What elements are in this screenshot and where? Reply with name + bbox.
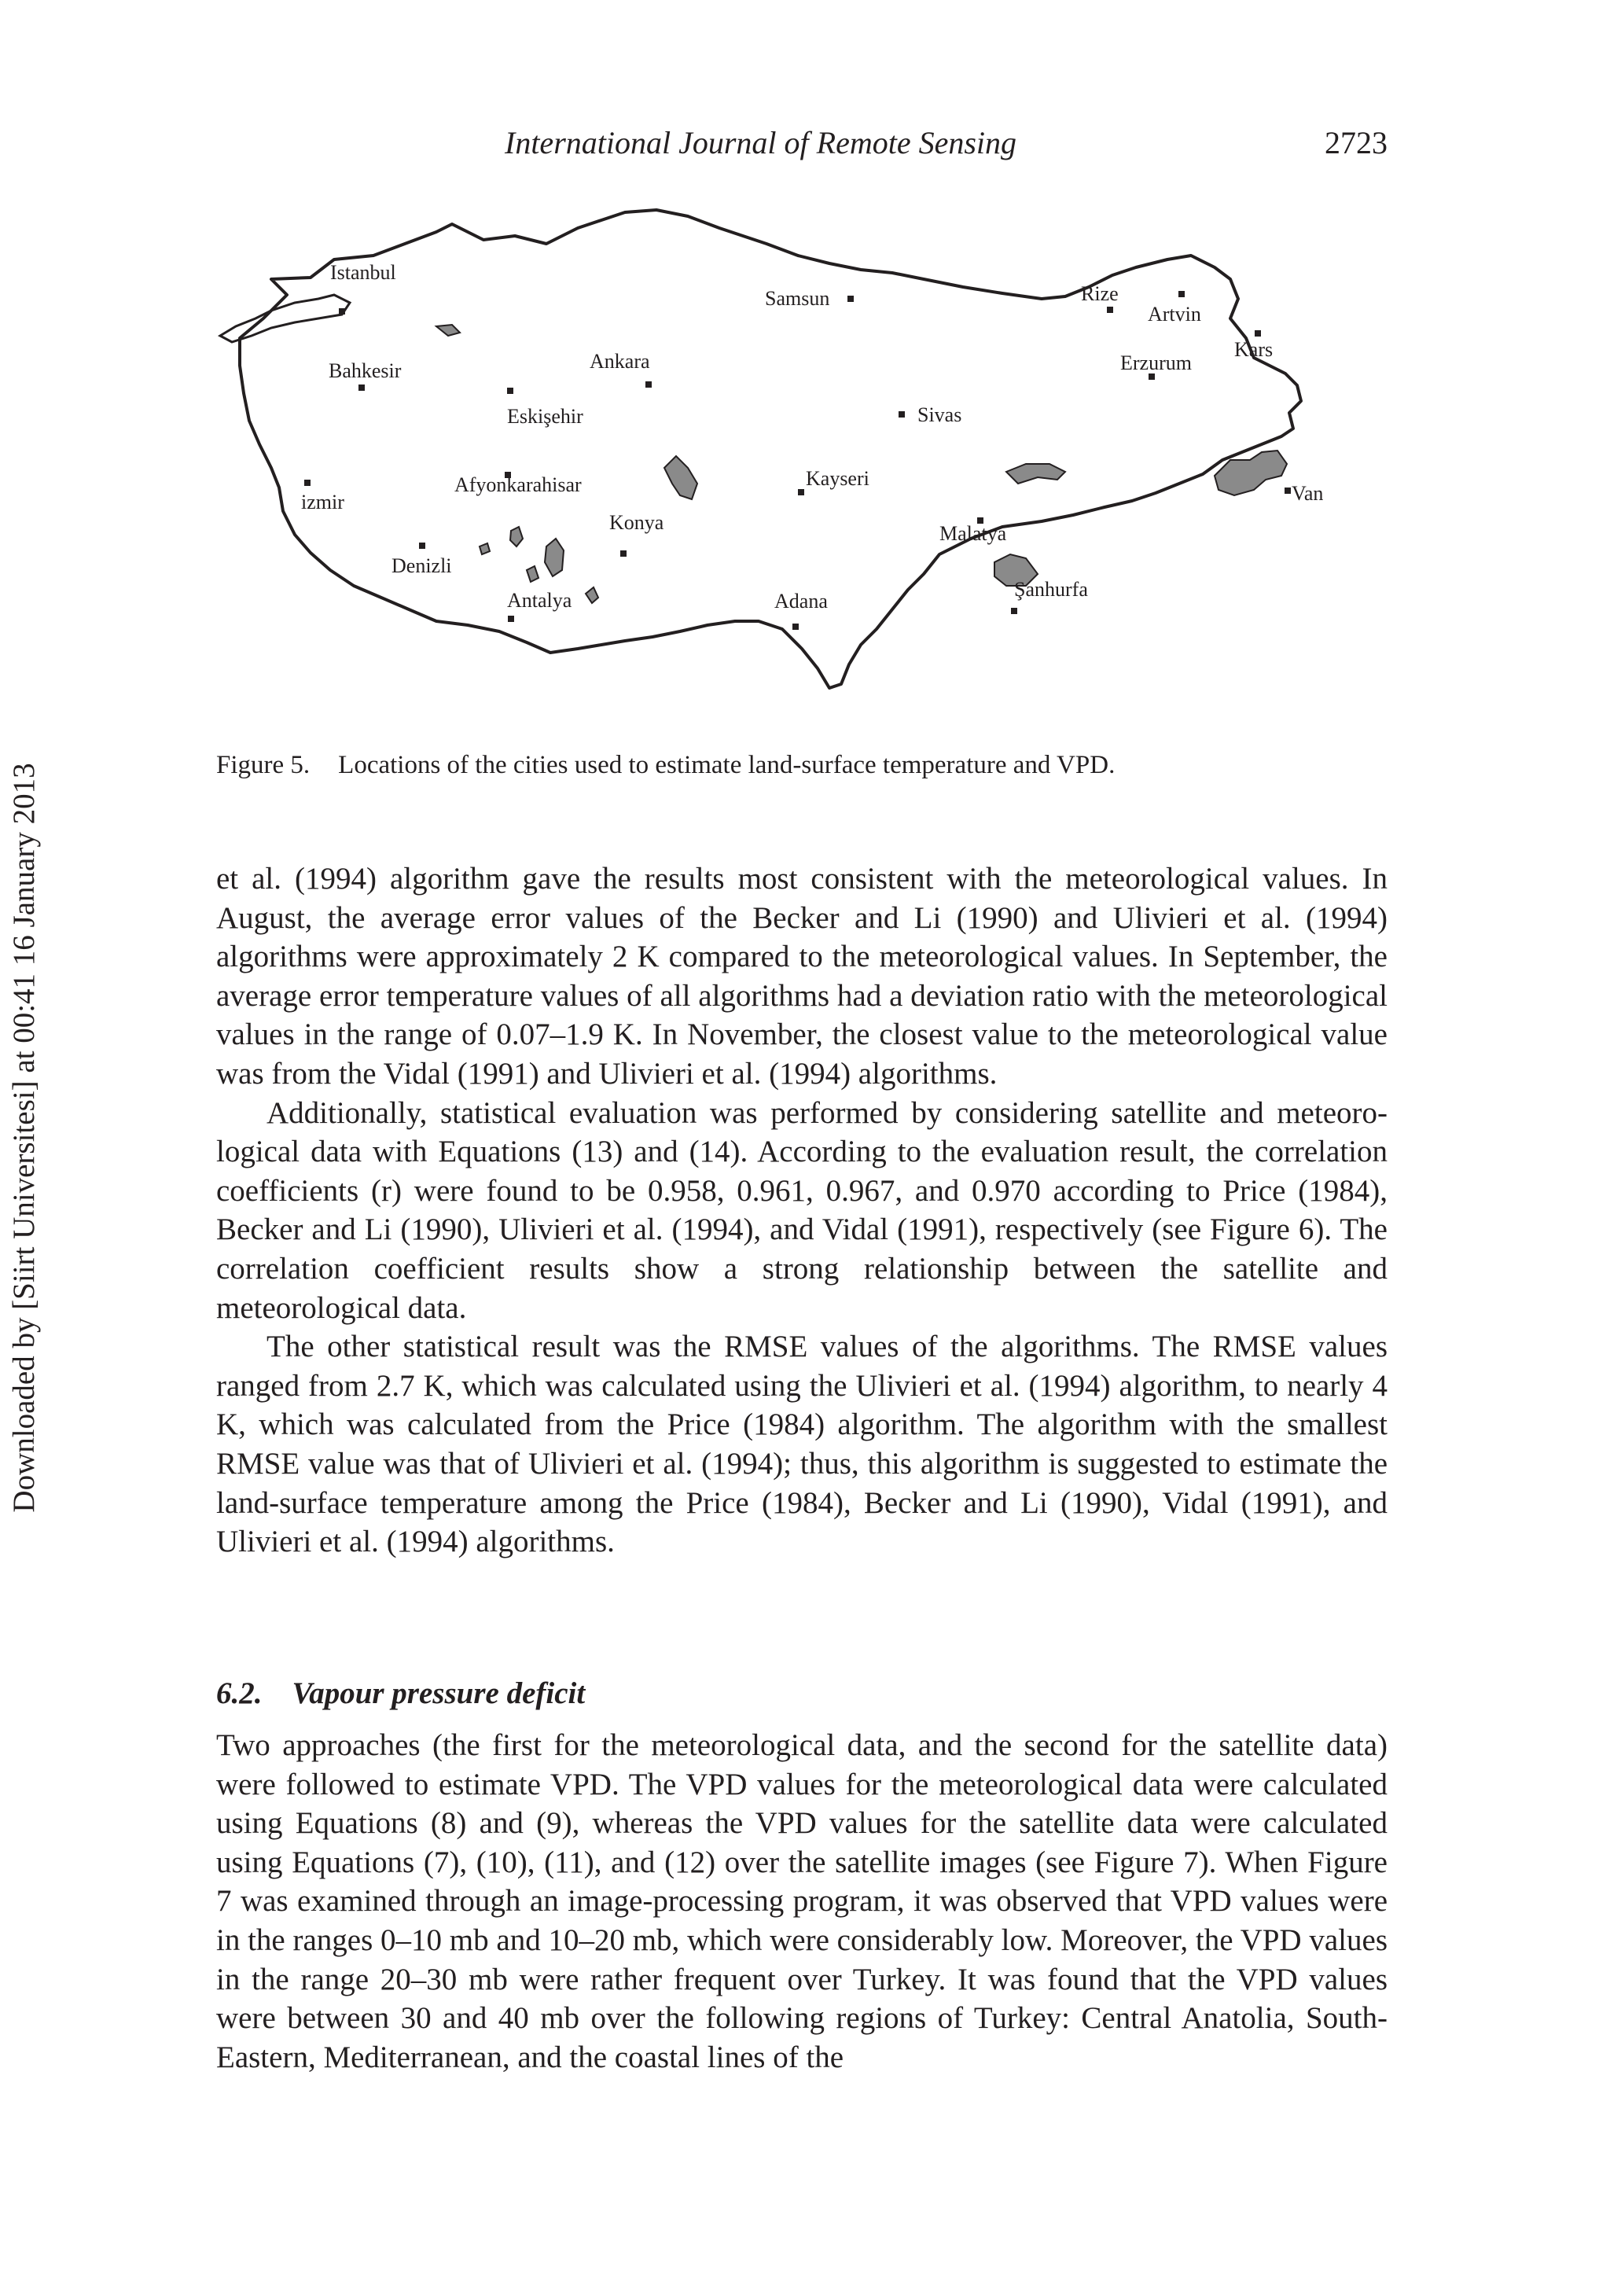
body-text-upper — [216, 859, 1388, 1562]
section-heading — [216, 1676, 585, 1711]
marker-adana — [792, 624, 799, 630]
marker-izmir — [304, 480, 311, 486]
label-artvin: Artvin — [1148, 303, 1201, 326]
caption-label: Figure 5. — [216, 751, 311, 779]
page-number: 2723 — [1325, 125, 1388, 160]
marker-bahkesir — [358, 385, 365, 391]
label-samsun: Samsun — [765, 287, 830, 310]
marker-erzurum — [1149, 373, 1155, 380]
turkey-map — [216, 201, 1388, 735]
marker-antalya — [508, 616, 514, 622]
marker-samsun — [847, 296, 854, 302]
label-malatya: Malatya — [939, 522, 1007, 545]
journal-title: International Journal of Remote Sensing — [505, 125, 1017, 160]
paragraph-2: Additionally, statistical evaluation was performed by considering satellite and meteorological data with Equations (13) and (14). According to the evaluation result, the correlation coefficients (r) were found to be 0.958, 0.961, 0.967, and 0.970 according to Price (1984), Becker and Li (1990), Ulivieri et al. (1994), and Vidal (1991), respectively (see Figure 6). The correlation coefficient results show a strong relationship between the satellite and meteorological data. — [216, 1095, 1388, 1325]
marker-sanhurfa — [1011, 608, 1017, 614]
marker-artvin — [1178, 291, 1185, 297]
city-labels — [301, 261, 1323, 613]
label-izmir: izmir — [301, 491, 344, 513]
label-bahkesir: Bahkesir — [329, 359, 402, 382]
label-sanhurfa: Şanhurfa — [1014, 578, 1088, 601]
label-kars: Kars — [1234, 338, 1274, 361]
caption-text: Locations of the cities used to estimate land-surface temperature and VPD. — [338, 751, 1116, 779]
body-text-section — [216, 1726, 1388, 2077]
marker-istanbul — [339, 308, 345, 315]
label-adana: Adana — [774, 590, 828, 613]
marker-denizli — [419, 543, 425, 549]
label-denizli: Denizli — [391, 554, 452, 577]
lake-bafa — [480, 543, 490, 554]
label-antalya: Antalya — [507, 589, 572, 612]
lake-egirdir — [510, 527, 523, 546]
figure-caption — [216, 751, 1115, 780]
label-rize: Rize — [1081, 282, 1119, 305]
turkey-outline — [240, 210, 1301, 688]
marker-kars — [1255, 330, 1261, 337]
label-van: Van — [1292, 482, 1324, 505]
lake-keban — [1006, 464, 1065, 484]
marker-van — [1285, 488, 1291, 494]
label-ankara: Ankara — [590, 350, 650, 373]
thrace-outline — [220, 295, 350, 342]
label-eskisehir: Eskişehir — [507, 405, 583, 428]
marker-ankara — [645, 381, 652, 388]
lake-marmara — [436, 325, 460, 336]
marker-sivas — [899, 411, 905, 418]
marker-rize — [1107, 307, 1113, 313]
marker-eskisehir — [507, 388, 513, 394]
city-markers — [304, 291, 1291, 630]
label-afyonkarahisar: Afyonkarahisar — [454, 473, 582, 496]
section-paragraph: Two approaches (the first for the meteorological data, and the second for the satellite data) were followed to estimate VPD. The VPD values for the meteorological data were calculated using Equations (8) and (9), whereas the VPD values for the satellite data were calculated using Equations (7), (10), (11), and (12) over the satellite images (see Figure 7). When Figure 7 was examined through an image-processing program, it was observed that VPD values were in the ranges 0–10 mb and 10–20 mb, which were considerably low. Moreover, the VPD values in the range 20–30 mb were rather frequent over Turkey. It was found that the VPD values were between 30 and 40 mb over the following regions of Turkey: Central Anatolia, South-Eastern, Mediterranean, and the coastal lines of the — [216, 1728, 1388, 2074]
paragraph-3: The other statistical result was the RMSE values of the algorithms. The RMSE values ranged from 2.7 K, which was calculated using the Ulivieri et al. (1994) algorithm, to nearly 4 K, which was calculated from the Price (1984) algorithm. The algorithm with the smallest RMSE value was that of Ulivieri et al. (1994); thus, this algorithm is suggested to estimate the land-surface temperature among the Price (1984), Becker and Li (1990), Vidal (1991), and Ulivieri et al. (1994) algorithms. — [216, 1330, 1388, 1559]
paragraph-1: et al. (1994) algorithm gave the results most consistent with the meteorological values. In August, the average error values of the Becker and Li (1990) and Ulivieri et al. (1994) algorithms were approximately 2 K compared to the meteorological values. In September, the average error temperature values of all algorithms had a deviation ratio with the meteorological values in the range of 0.07–1.9 K. In November, the closest value to the meteorological value was from the Vidal (1991) and Ulivieri et al. (1994) algorithms. — [216, 862, 1388, 1091]
label-istanbul: Istanbul — [330, 261, 396, 284]
download-watermark: Downloaded by [Siirt Universitesi] at 00:41 16 January 2013 — [7, 763, 41, 1513]
label-konya: Konya — [609, 511, 664, 534]
lake-salda — [586, 587, 598, 603]
label-erzurum: Erzurum — [1120, 351, 1192, 374]
running-header — [216, 124, 1388, 168]
lake-beysehir — [545, 539, 564, 576]
label-sivas: Sivas — [917, 403, 962, 426]
label-kayseri: Kayseri — [806, 467, 869, 490]
figure-5-map — [216, 201, 1388, 735]
lake-tuz — [664, 456, 697, 499]
marker-konya — [620, 550, 627, 557]
lake-burdur — [527, 566, 539, 582]
marker-kayseri — [798, 489, 804, 495]
section-number: 6.2. — [216, 1676, 263, 1710]
section-title: Vapour pressure deficit — [292, 1676, 586, 1710]
